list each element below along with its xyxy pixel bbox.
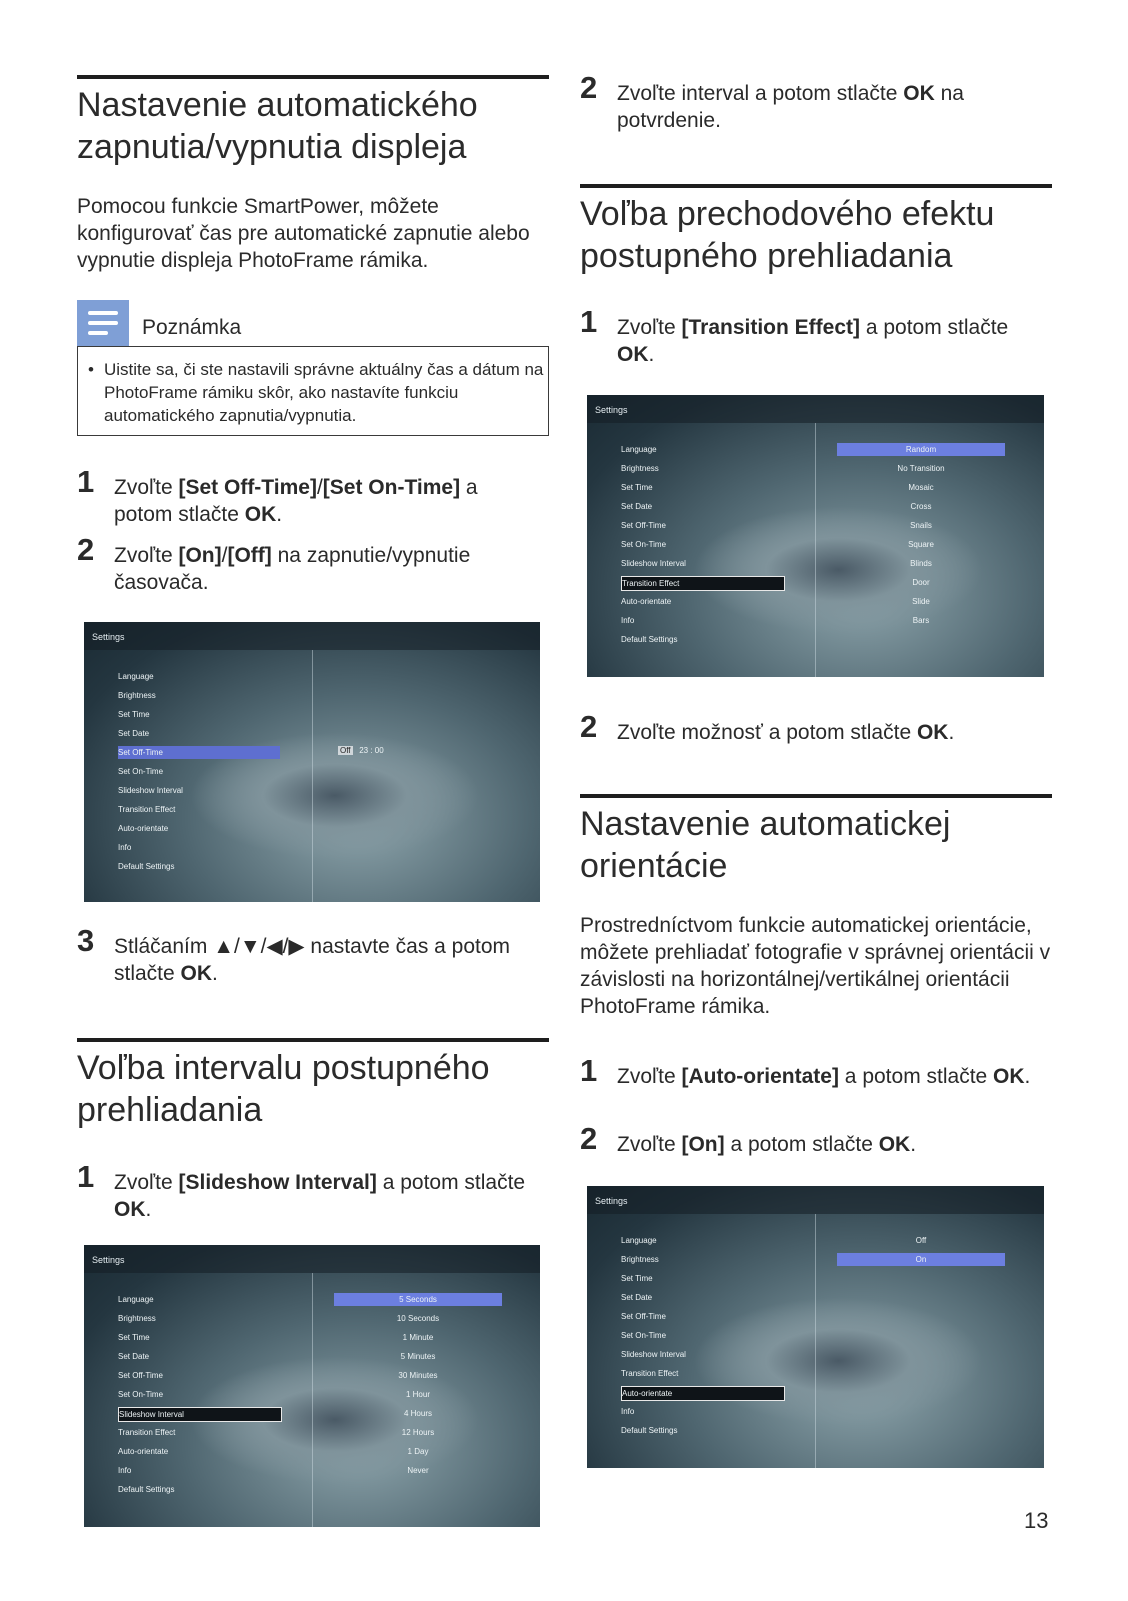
- menu-item: Auto-orientate: [118, 824, 169, 833]
- menu-item: Default Settings: [118, 1485, 175, 1494]
- settings-screenshot-off-time: [84, 622, 540, 902]
- menu-item: Transition Effect: [621, 1369, 679, 1378]
- option-item: 30 Minutes: [398, 1371, 438, 1380]
- menu-item: Info: [118, 843, 132, 852]
- section-rule: [580, 794, 1052, 798]
- menu-item: Set Date: [621, 502, 653, 511]
- note-text: Uistite sa, či ste nastavili správne aktuálny čas a dátum na PhotoFrame rámiku skôr, ako nastavíte funkciu automatického zapnutia/vypnutia.: [104, 360, 544, 425]
- step-number: 1: [77, 464, 95, 499]
- step-number: 3: [77, 923, 95, 958]
- menu-item: Default Settings: [118, 862, 175, 871]
- menu-item: Brightness: [118, 1314, 156, 1323]
- timer-value: Off 23 : 00: [340, 746, 384, 755]
- option-item: Door: [912, 578, 930, 587]
- option-item: 5 Minutes: [400, 1352, 436, 1361]
- menu-item: Language: [118, 1295, 154, 1304]
- menu-item: Default Settings: [621, 635, 678, 644]
- intro-auto-orientation: Prostredníctvom funkcie automatickej orientácie, môžete prehliadať fotografie v správnej orientácii v závislosti na horizontálnej/vertikálnej orientácii PhotoFrame rámika.: [580, 914, 1051, 1018]
- screenshot-title: Settings: [595, 1196, 628, 1206]
- option-item: Mosaic: [908, 483, 934, 492]
- step-number: 1: [580, 304, 598, 339]
- step-text: Zvoľte [Set Off-Time]/[Set On-Time] a potom stlačte OK.: [114, 476, 478, 526]
- option-item-selected: Random: [837, 443, 1005, 456]
- option-item: 12 Hours: [401, 1428, 435, 1437]
- menu-item: Set Time: [621, 483, 653, 492]
- menu-item: Set Time: [621, 1274, 653, 1283]
- step-text: Zvoľte [Auto-orientate] a potom stlačte OK.: [617, 1065, 1031, 1088]
- menu-item-selected: Set Off-Time: [118, 746, 280, 759]
- option-item-selected: On: [837, 1253, 1005, 1266]
- menu-item: Brightness: [621, 464, 659, 473]
- menu-item: Set Off-Time: [621, 1312, 666, 1321]
- page-number: 13: [1024, 1508, 1049, 1533]
- menu-item: Slideshow Interval: [118, 786, 183, 795]
- option-item: Off: [915, 1236, 927, 1245]
- screenshot-title: Settings: [92, 1255, 125, 1265]
- step-text: Zvoľte [Slideshow Interval] a potom stlačte OK.: [114, 1171, 526, 1221]
- settings-screenshot-auto-orientate: [587, 1186, 1044, 1468]
- menu-item: Set On-Time: [118, 1390, 164, 1399]
- menu-item: Slideshow Interval: [621, 1350, 686, 1359]
- menu-item: Language: [118, 672, 154, 681]
- menu-item: Set Date: [621, 1293, 653, 1302]
- option-item: 4 Hours: [403, 1409, 432, 1418]
- step-number: 2: [77, 532, 95, 567]
- step-number: 1: [580, 1053, 598, 1088]
- menu-item: Info: [118, 1466, 132, 1475]
- note-box: [77, 346, 549, 436]
- menu-item: Auto-orientate: [621, 597, 672, 606]
- menu-item: Language: [621, 1236, 657, 1245]
- menu-item: Set Time: [118, 1333, 150, 1342]
- menu-item-selected: Auto-orientate: [621, 1386, 785, 1401]
- menu-item: Brightness: [621, 1255, 659, 1264]
- menu-item: Slideshow Interval: [621, 559, 686, 568]
- step-number: 2: [580, 70, 598, 105]
- option-item: Square: [908, 540, 934, 549]
- menu-item: Brightness: [118, 691, 156, 700]
- screenshot-title: Settings: [92, 632, 125, 642]
- section-rule: [580, 184, 1052, 188]
- menu-item: Set Off-Time: [621, 521, 666, 530]
- menu-item: Info: [621, 616, 635, 625]
- step-number: 2: [580, 1121, 598, 1156]
- intro-smartpower: Pomocou funkcie SmartPower, môžete konfigurovať čas pre automatické zapnutie alebo vypnutie displeja PhotoFrame rámika.: [77, 195, 530, 272]
- section-heading-interval: Voľba intervalu postupného prehliadania: [77, 1049, 490, 1129]
- step-text: Zvoľte interval a potom stlačte OK na potvrdenie.: [617, 82, 964, 132]
- option-item: Cross: [910, 502, 932, 511]
- settings-screenshot-transition: [587, 395, 1044, 677]
- menu-item: Set Off-Time: [118, 1371, 163, 1380]
- menu-item-selected: Transition Effect: [621, 576, 785, 591]
- option-item: Blinds: [910, 559, 932, 568]
- menu-item: Set On-Time: [118, 767, 164, 776]
- option-item: Snails: [910, 521, 932, 530]
- option-item: 1 Minute: [402, 1333, 434, 1342]
- step-text: Zvoľte [Transition Effect] a potom stlačte OK.: [617, 316, 1009, 366]
- step-number: 1: [77, 1159, 95, 1194]
- step-number: 2: [580, 709, 598, 744]
- note-title: Poznámka: [142, 316, 242, 339]
- section-heading-transition: Voľba prechodového efektu postupného prehliadania: [580, 195, 995, 275]
- menu-item: Set On-Time: [621, 540, 667, 549]
- settings-screenshot-slideshow-interval: [84, 1245, 540, 1527]
- option-item: Bars: [912, 616, 930, 625]
- step-text: Zvoľte možnosť a potom stlačte OK.: [617, 721, 955, 744]
- step-text: Zvoľte [On]/[Off] na zapnutie/vypnutie časovača.: [114, 544, 471, 594]
- option-item: Never: [407, 1466, 429, 1475]
- section-rule: [77, 1038, 549, 1042]
- option-item: 1 Day: [407, 1447, 429, 1456]
- menu-item: Set Time: [118, 710, 150, 719]
- option-item-selected: 5 Seconds: [334, 1293, 502, 1306]
- section-heading-auto-orientation: Nastavenie automatickej orientácie: [580, 805, 951, 885]
- menu-item: Language: [621, 445, 657, 454]
- note-icon: [77, 300, 129, 346]
- option-item: 1 Hour: [405, 1390, 430, 1399]
- menu-item: Transition Effect: [118, 1428, 176, 1437]
- menu-item: Transition Effect: [118, 805, 176, 814]
- menu-item: Set Date: [118, 729, 150, 738]
- section-rule: [77, 75, 549, 79]
- section-heading-smartpower: Nastavenie automatického zapnutia/vypnutia displeja: [77, 86, 478, 166]
- step-text: Zvoľte [On] a potom stlačte OK.: [617, 1133, 917, 1156]
- option-item: 10 Seconds: [396, 1314, 440, 1323]
- screenshot-title: Settings: [595, 405, 628, 415]
- menu-item: Info: [621, 1407, 635, 1416]
- menu-item: Set Date: [118, 1352, 150, 1361]
- option-item: No Transition: [897, 464, 945, 473]
- step-text: Stláčaním ▲/▼/◀/▶ nastavte čas a potom stlačte OK.: [114, 935, 511, 985]
- note-bullet: •: [88, 360, 94, 379]
- option-item: Slide: [912, 597, 930, 606]
- menu-item-selected: Slideshow Interval: [118, 1407, 282, 1422]
- menu-item: Set On-Time: [621, 1331, 667, 1340]
- menu-item: Auto-orientate: [118, 1447, 169, 1456]
- menu-item: Default Settings: [621, 1426, 678, 1435]
